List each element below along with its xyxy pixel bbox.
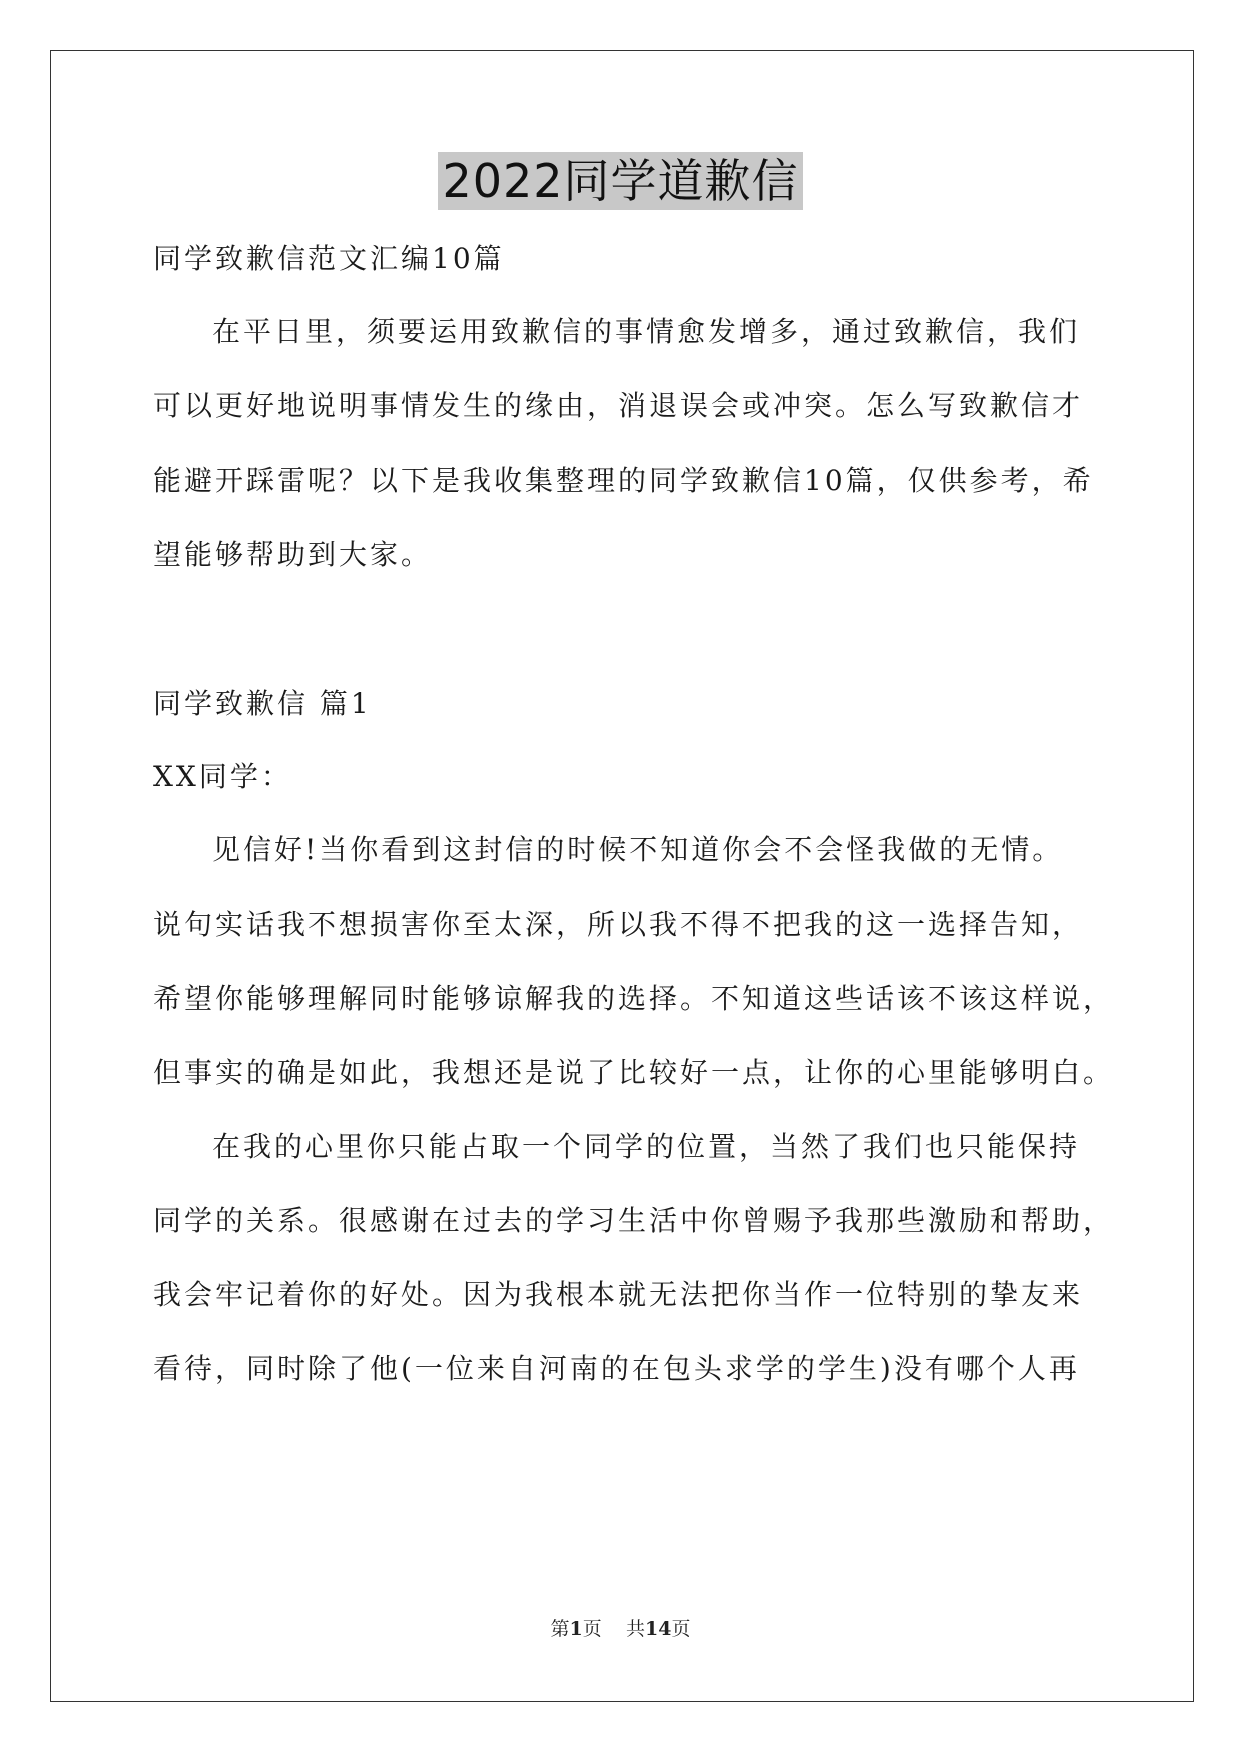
body-line: 在我的心里你只能占取一个同学的位置，当然了我们也只能保持 bbox=[212, 1130, 1081, 1163]
body-line: 见信好!当你看到这封信的时候不知道你会不会怪我做的无情。 bbox=[212, 833, 1064, 866]
salutation: XX同学： bbox=[153, 760, 292, 793]
body-line: 希望你能够理解同时能够谅解我的选择。不知道这些话该不该这样说， bbox=[153, 982, 1115, 1015]
document-title-text: 2022同学道歉信 bbox=[438, 152, 802, 210]
page-border bbox=[50, 50, 1194, 1702]
section-heading: 同学致歉信 篇1 bbox=[153, 687, 372, 720]
footer-total-suffix: 页 bbox=[671, 1618, 691, 1640]
footer-total-prefix: 共 bbox=[625, 1618, 645, 1640]
intro-line: 能避开踩雷呢？以下是我收集整理的同学致歉信10篇，仅供参考，希 bbox=[153, 464, 1094, 497]
document-title bbox=[0, 152, 1241, 210]
footer-total-pages: 14 bbox=[644, 1618, 672, 1640]
body-line: 说句实话我不想损害你至太深，所以我不得不把我的这一选择告知， bbox=[153, 908, 1084, 941]
body-line: 但事实的确是如此，我想还是说了比较好一点，让你的心里能够明白。 bbox=[153, 1056, 1115, 1089]
footer-page-suffix: 页 bbox=[582, 1618, 602, 1640]
footer-page-number: 1 bbox=[569, 1618, 583, 1640]
intro-line: 在平日里，须要运用致歉信的事情愈发增多，通过致歉信，我们 bbox=[212, 315, 1081, 348]
document-subtitle: 同学致歉信范文汇编10篇 bbox=[153, 242, 505, 275]
body-line: 看待，同时除了他(一位来自河南的在包头求学的学生)没有哪个人再 bbox=[153, 1352, 1080, 1385]
footer-page-prefix: 第 bbox=[550, 1618, 570, 1640]
body-line: 我会牢记着你的好处。因为我根本就无法把你当作一位特别的挚友来 bbox=[153, 1278, 1084, 1311]
body-line: 同学的关系。很感谢在过去的学习生活中你曾赐予我那些激励和帮助， bbox=[153, 1204, 1115, 1237]
intro-line: 望能够帮助到大家。 bbox=[153, 538, 433, 571]
page-footer bbox=[0, 1617, 1241, 1641]
intro-line: 可以更好地说明事情发生的缘由，消退误会或冲突。怎么写致歉信才 bbox=[153, 389, 1084, 422]
